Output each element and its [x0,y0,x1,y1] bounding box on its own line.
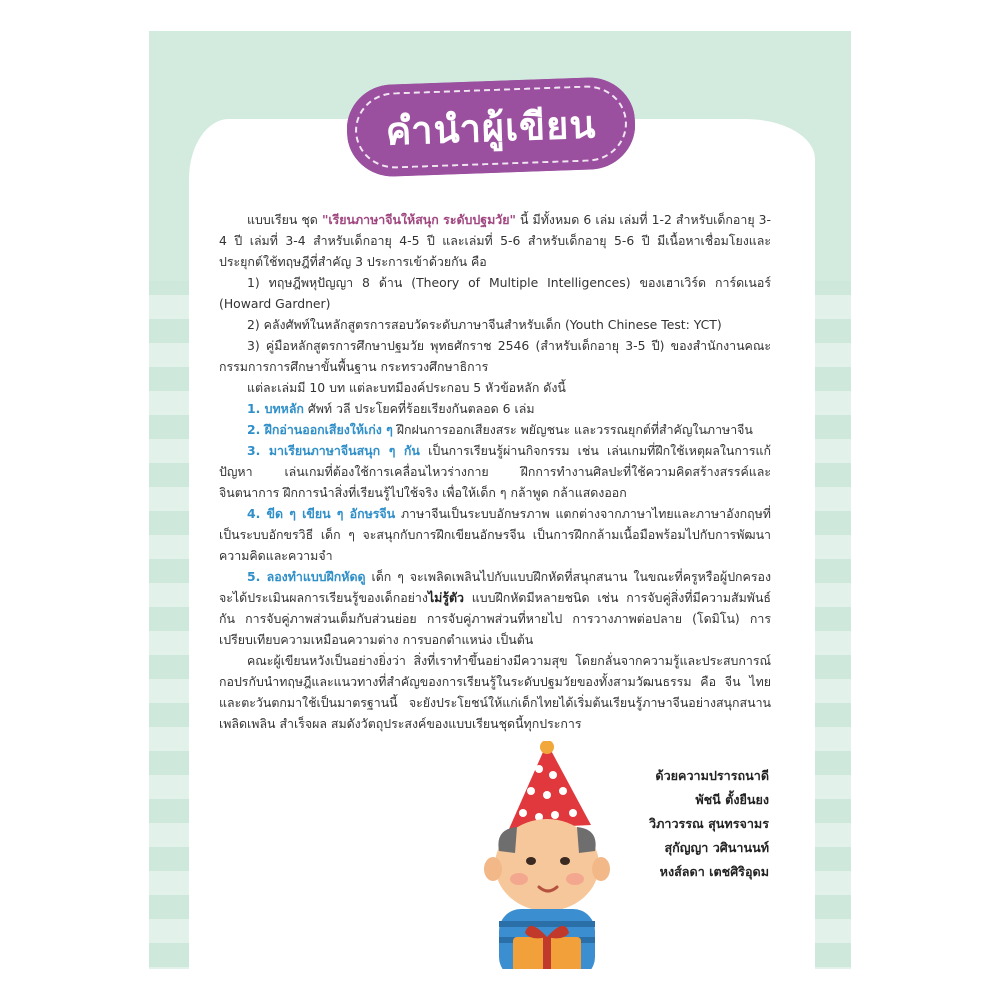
boy-illustration [469,741,619,969]
structure-intro: แต่ละเล่มมี 10 บท แต่ละบทมีองค์ประกอบ 5 หัวข้อหลัก ดังนี้ [247,380,566,395]
theory-1: 1) ทฤษฎีพหุปัญญา 8 ด้าน (Theory of Multiple Intelligences) ของเฮาเวิร์ด การ์ดเนอร์ (Howard Gardner) [219,275,771,311]
section-2-heading: 2. ฝึกอ่านออกเสียงให้เก่ง ๆ [247,422,393,437]
section-4-heading: 4. ขีด ๆ เขียน ๆ อักษรจีน [247,506,396,521]
section-5-text-b: แบบฝึกหัดมีหลายชนิด เช่น การจับคู่สิ่งที่มีความสัมพันธ์กัน การจับคู่ภาพส่วนเต็มกับส่วนย่อย การจับคู่ภาพส่วนที่หายไป การวางภาพต่อปลาย (โดมิโน) การเปรียบเทียบความเหมือนความต่าง การบอกตำแหน่ง เป็นต้น [219,590,771,647]
closing-paragraph: คณะผู้เขียนหวังเป็นอย่างยิ่งว่า สิ่งที่เราทำขึ้นอย่างมีความสุข โดยกลั่นจากความรู้และประสบการณ์ กอปรกับนำทฤษฎีและแนวทางที่สำคัญของการเรียนรู้ในระดับปฐมวัยของทั้งสามวัฒนธรรม คือ จีน ไทย และตะวันตกมาใช้เป็นมาตรฐานนี้ จะยังประโยชน์ให้แก่เด็กไทยได้เริ่มต้นเรียนรู้ภาษาจีนอย่างสนุกสนาน เพลิดเพลิน สำเร็จผล สมดังวัตถุประสงค์ของแบบเรียนชุดนี้ทุกประการ [219,653,771,731]
section-2 [219,419,771,440]
author-3: สุกัญญา วศินานนท์ [664,840,769,855]
page-title: คำนำผู้เขียน [385,101,597,154]
intro-paragraph [219,209,771,272]
book-page [149,31,851,969]
title-banner [345,76,636,178]
section-5 [219,566,771,650]
author-1: พัชนี ตั้งยืนยง [695,792,769,807]
section-3-heading: 3. มาเรียนภาษาจีนสนุก ๆ กัน [247,443,420,458]
section-2-text: ฝึกฝนการออกเสียงสระ พยัญชนะ และวรรณยุกต์ที่สำคัญในภาษาจีน [392,422,753,437]
section-1-text: ศัพท์ วลี ประโยคที่ร้อยเรียงกันตลอด 6 เล่ม [303,401,535,416]
section-5-heading: 5. ลองทำแบบฝึกหัดดู [247,569,366,584]
section-1 [219,398,771,419]
signature-greeting: ด้วยความปรารถนาดี [655,768,769,783]
intro-after: นี้ มีทั้งหมด 6 เล่ม เล่มที่ 1-2 สำหรับเด็กอายุ 3-4 ปี เล่มที่ 3-4 สำหรับเด็กอายุ 4-5 ปี และเล่มที่ 5-6 สำหรับเด็กอายุ 5-6 ปี มีเนื้อหาเชื่อมโยงและประยุกต์ใช้ทฤษฎีที่สำคัญ 3 ประการเข้าด้วยกัน คือ [219,212,771,269]
section-3 [219,440,771,503]
series-title: "เรียนภาษาจีนให้สนุก ระดับปฐมวัย" [321,212,516,227]
intro-before: แบบเรียน ชุด [247,212,322,227]
section-4 [219,503,771,566]
theory-2: 2) คลังศัพท์ในหลักสูตรการสอบวัดระดับภาษาจีนสำหรับเด็ก (Youth Chinese Test: YCT) [247,317,722,332]
author-4: หงส์ลดา เตชศิริอุดม [659,864,769,879]
foreword-body [219,209,771,734]
section-3-text: เป็นการเรียนรู้ผ่านกิจกรรม เช่น เล่นเกมที่ฝึกใช้เหตุผลในการแก้ปัญหา เล่นเกมที่ต้องใช้การเคลื่อนไหวร่างกาย ฝึกการทำงานศิลปะที่ใช้ความคิดสร้างสรรค์และจินตนาการ ฝึกการนำสิ่งที่เรียนรู้ไปใช้จริง เพื่อให้เด็ก ๆ กล้าพูด กล้าแสดงออก [219,443,771,500]
section-5-bold: ไม่รู้ตัว [427,590,465,605]
section-4-text: ภาษาจีนเป็นระบบอักษรภาพ แตกต่างจากภาษาไทยและภาษาอังกฤษที่เป็นระบบอักขรวิธี เด็ก ๆ จะสนุกกับการฝึกเขียนอักษรจีน เป็นการฝึกกล้ามเนื้อมือพร้อมไปกับการพัฒนาความคิดและความจำ [219,506,771,563]
section-1-heading: 1. บทหลัก [247,401,304,416]
section-5-text-a: เด็ก ๆ จะเพลิดเพลินไปกับแบบฝึกหัดที่สนุกสนาน ในขณะที่ครูหรือผู้ปกครองจะได้ประเมินผลการเรียนรู้ของเด็กอย่าง [219,569,771,605]
author-2: วิภาวรรณ สุนทรจามร [649,816,769,831]
theory-3: 3) คู่มือหลักสูตรการศึกษาปฐมวัย พุทธศักราช 2546 (สำหรับเด็กอายุ 3-5 ปี) ของสำนักงานคณะกรรมการการศึกษาขั้นพื้นฐาน กระทรวงศึกษาธิการ [219,338,771,374]
